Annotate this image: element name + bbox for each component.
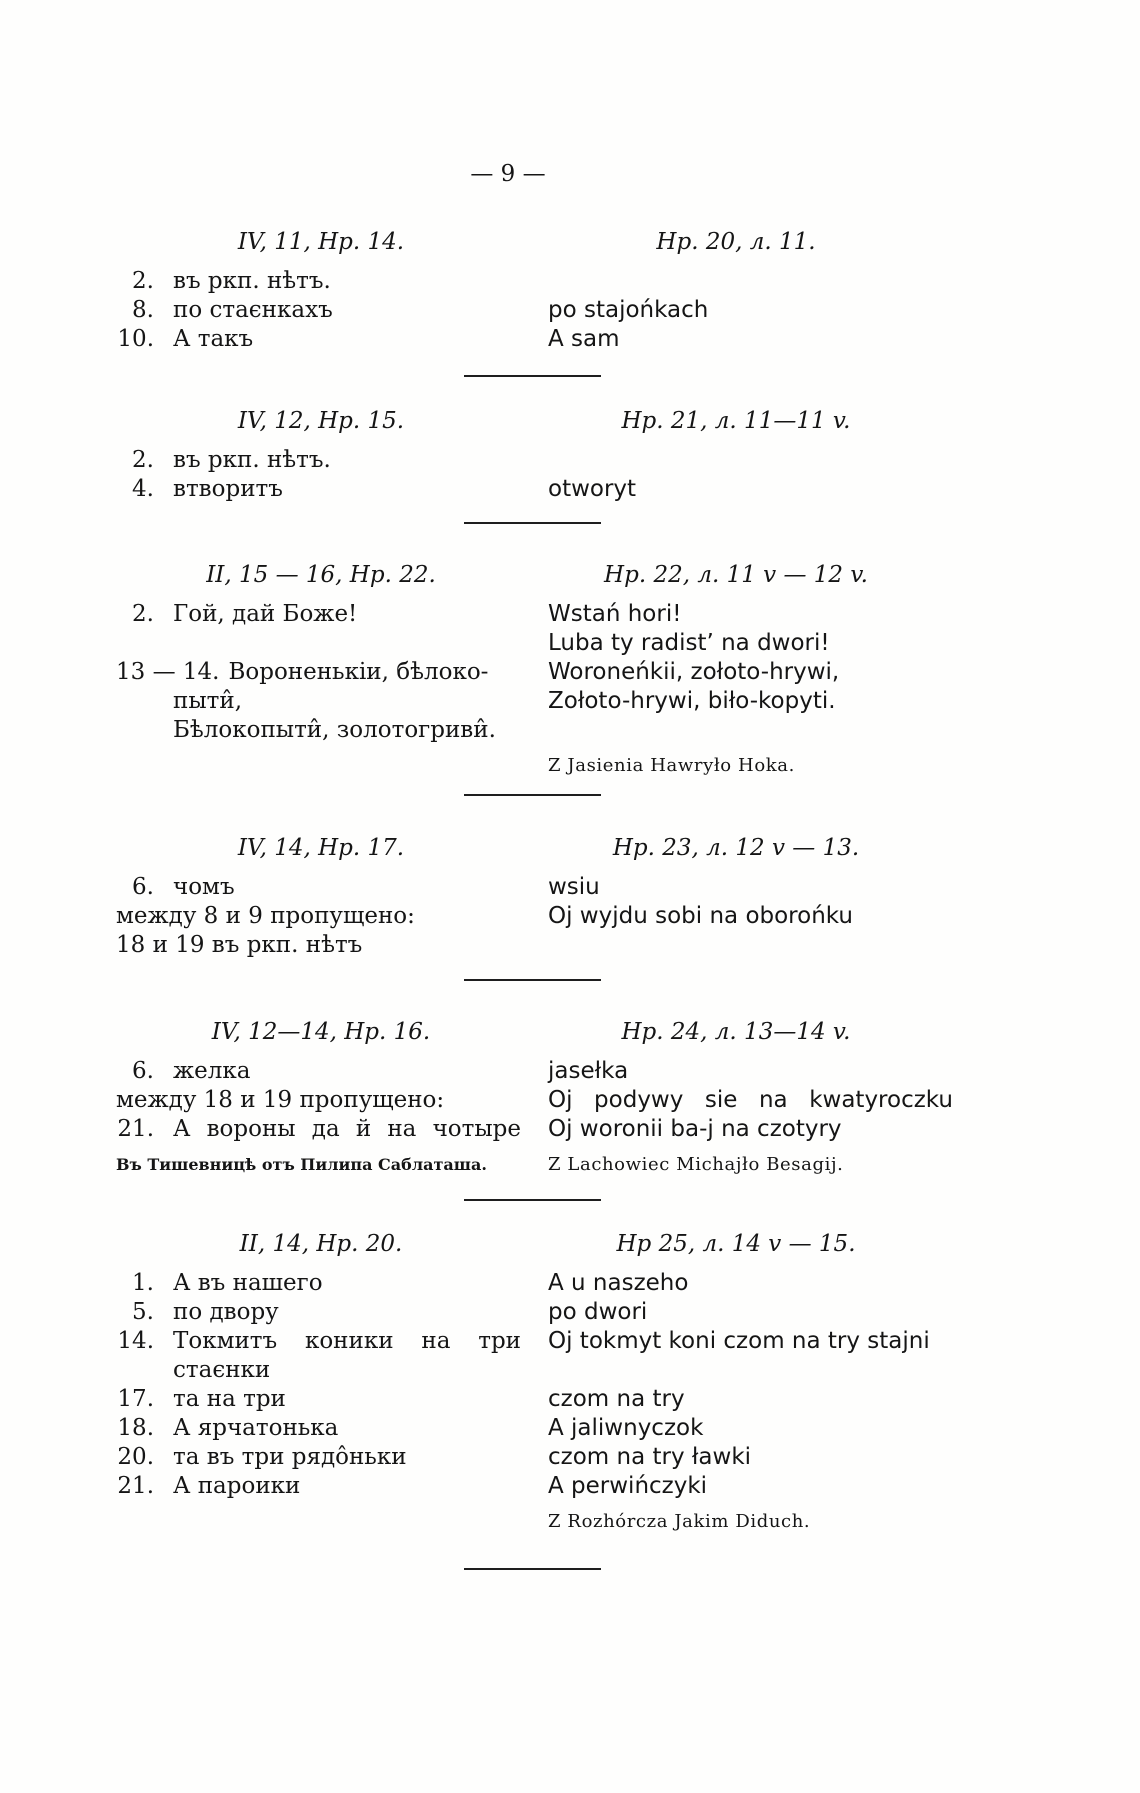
recorded-reading: Oj wyjdu sobi na oborońku [548, 903, 853, 929]
line-number: 6. [132, 1058, 154, 1084]
variant-row [0, 1086, 1140, 1115]
variant-row [0, 1356, 1140, 1385]
printed-variant [116, 1057, 250, 1086]
printed-variant [116, 325, 253, 354]
variant-row [0, 1414, 1140, 1443]
printed-variant [116, 1472, 300, 1501]
section-header [0, 1018, 1140, 1047]
source-row [0, 1507, 1140, 1536]
printed-reading: чомъ [173, 874, 235, 900]
printed-reading: А вороны да й на чотыре [173, 1116, 521, 1142]
printed-variant [116, 296, 333, 325]
recorded-reading: Oj woronii ba-j na czotyry [548, 1116, 842, 1142]
line-number: 5. [132, 1299, 154, 1325]
printed-reading: стаєнки [173, 1357, 271, 1383]
line-number: 8. [132, 297, 154, 323]
section-divider [464, 1199, 601, 1201]
source-row [0, 1150, 1140, 1179]
page-number: — 9 — [470, 161, 546, 187]
printed-variant [116, 873, 235, 902]
line-number: 13 — 14. [116, 659, 220, 685]
printed-reading: та въ три рядôньки [173, 1444, 407, 1470]
section-header [0, 1230, 1140, 1259]
printed-reading: желка [173, 1058, 251, 1084]
printed-reading: Бѣлокопыти̂, золотогриви̂. [173, 717, 496, 743]
recording-reference: Нр. 24, л. 13—14 v. [621, 1019, 851, 1045]
recorded-reading: A perwińczyki [548, 1473, 708, 1499]
section-divider [464, 979, 601, 981]
source-note: Z Jasienia Hawryło Hoka. [548, 755, 795, 776]
source-note: Z Lachowiec Michajło Besagij. [548, 1154, 844, 1175]
section-divider [464, 522, 601, 524]
printed-reading: между 18 и 19 пропущено: [116, 1087, 445, 1113]
variant-row [0, 1385, 1140, 1414]
printed-variant [116, 446, 331, 475]
variant-row [0, 600, 1140, 629]
recorded-reading: A sam [548, 326, 620, 352]
recording-reference: Нр. 23, л. 12 v — 13. [612, 835, 860, 861]
line-number: 4. [132, 476, 154, 502]
source-note: Z Rozhórcza Jakim Diduch. [548, 1511, 811, 1532]
recorded-reading: Luba ty radist’ na dwori! [548, 630, 830, 656]
recorded-reading: Zołoto-hrywi, biło-kopyti. [548, 688, 836, 714]
variant-row [0, 716, 1140, 745]
variant-row [0, 1327, 1140, 1356]
section-header [0, 561, 1140, 590]
line-number: 17. [117, 1386, 154, 1412]
printed-reading: Вороненькіи, бѣлоко- [228, 659, 489, 685]
collation-section [0, 1230, 1140, 1536]
manuscript-reference: IV, 12, Нр. 15. [237, 408, 405, 434]
recorded-reading: Oj tokmyt koni czom na try stajni [548, 1328, 930, 1354]
line-number: 18. [117, 1415, 154, 1441]
recorded-reading: A u naszeho [548, 1270, 689, 1296]
variant-row [0, 446, 1140, 475]
printed-reading: А въ нашего [173, 1270, 323, 1296]
printed-reading: Гой, дай Боже! [173, 601, 358, 627]
printed-variant [116, 1115, 521, 1144]
printed-variant [116, 1385, 286, 1414]
printed-variant [116, 1298, 279, 1327]
variant-row [0, 873, 1140, 902]
line-number: 2. [132, 447, 154, 473]
line-number: 10. [117, 326, 154, 352]
printed-variant [116, 1269, 323, 1298]
variant-row [0, 325, 1140, 354]
printed-reading: А ярчатонька [173, 1415, 339, 1441]
section-divider [464, 1568, 601, 1570]
recorded-reading-text: Oj podywy sie na kwatyroczku [548, 1087, 953, 1113]
printed-reading: втворитъ [173, 476, 283, 502]
line-number: 21. [117, 1116, 154, 1142]
collation-section [0, 834, 1140, 960]
printed-reading: по стаєнкахъ [173, 297, 333, 323]
printed-reading: Токмитъ коники на три [173, 1328, 521, 1354]
printed-reading: въ ркп. нѣтъ. [173, 447, 331, 473]
variant-row [0, 1443, 1140, 1472]
printed-variant [116, 1414, 338, 1443]
variant-row [0, 1057, 1140, 1086]
variant-row [0, 267, 1140, 296]
printed-reading: пыти̂, [173, 688, 242, 714]
variant-row [0, 658, 1140, 687]
line-number: 2. [132, 268, 154, 294]
recording-reference: Нр 25, л. 14 v — 15. [616, 1231, 856, 1257]
recorded-reading: jasełka [548, 1058, 629, 1084]
recorded-reading: otworyt [548, 476, 637, 502]
variant-row [0, 629, 1140, 658]
recorded-reading: A jaliwnyczok [548, 1415, 704, 1441]
section-divider [464, 375, 601, 377]
variant-row [0, 687, 1140, 716]
printed-reading: та на три [173, 1386, 286, 1412]
variant-row [0, 1269, 1140, 1298]
manuscript-reference: II, 15 — 16, Нр. 22. [206, 562, 436, 588]
recorded-reading: Woroneńkii, zołoto-hrywi, [548, 659, 840, 685]
recording-reference: Нр. 20, л. 11. [656, 229, 816, 255]
recording-reference: Нр. 21, л. 11—11 v. [621, 408, 851, 434]
printed-reading: между 8 и 9 пропущено: [116, 903, 415, 929]
collation-section [0, 1018, 1140, 1179]
printed-reading: А такъ [173, 326, 254, 352]
recorded-reading: Wstań hori! [548, 601, 682, 627]
manuscript-reference: II, 14, Нр. 20. [239, 1231, 403, 1257]
line-number: 14. [117, 1328, 154, 1354]
printed-reading: 18 и 19 въ ркп. нѣтъ [116, 932, 363, 958]
recorded-reading [548, 1086, 953, 1115]
recorded-reading: po stajońkach [548, 297, 709, 323]
source-row [0, 751, 1140, 780]
section-divider [464, 794, 601, 796]
printed-reading: по двору [173, 1299, 279, 1325]
line-number: 2. [132, 601, 154, 627]
variant-row [0, 1115, 1140, 1144]
line-number: 20. [117, 1444, 154, 1470]
variant-row [0, 475, 1140, 504]
section-header [0, 228, 1140, 257]
manuscript-reference: IV, 11, Нр. 14. [237, 229, 405, 255]
printed-variant [116, 1443, 407, 1472]
line-number: 6. [132, 874, 154, 900]
line-number: 21. [117, 1473, 154, 1499]
variant-row [0, 902, 1140, 931]
collation-section [0, 228, 1140, 354]
variant-row [0, 296, 1140, 325]
section-header [0, 834, 1140, 863]
recorded-reading: po dwori [548, 1299, 648, 1325]
printed-reading: А пароики [173, 1473, 301, 1499]
printed-reading: въ ркп. нѣтъ. [173, 268, 331, 294]
recorded-reading: czom na try ławki [548, 1444, 752, 1470]
collation-section [0, 561, 1140, 780]
printed-variant [116, 1327, 521, 1356]
printed-variant [116, 267, 331, 296]
line-number: 1. [132, 1270, 154, 1296]
variant-row [0, 1472, 1140, 1501]
collation-section [0, 407, 1140, 504]
printed-variant [116, 658, 488, 687]
printed-variant [116, 475, 283, 504]
recorded-reading: wsiu [548, 874, 600, 900]
recording-reference: Нр. 22, л. 11 v — 12 v. [604, 562, 868, 588]
source-note: Въ Тишевницѣ отъ Пилипа Саблаташа. [116, 1155, 487, 1174]
printed-variant [116, 600, 357, 629]
recorded-reading: czom na try [548, 1386, 685, 1412]
section-header [0, 407, 1140, 436]
manuscript-reference: IV, 14, Нр. 17. [237, 835, 405, 861]
variant-row [0, 1298, 1140, 1327]
variant-row [0, 931, 1140, 960]
manuscript-reference: IV, 12—14, Нр. 16. [211, 1019, 431, 1045]
